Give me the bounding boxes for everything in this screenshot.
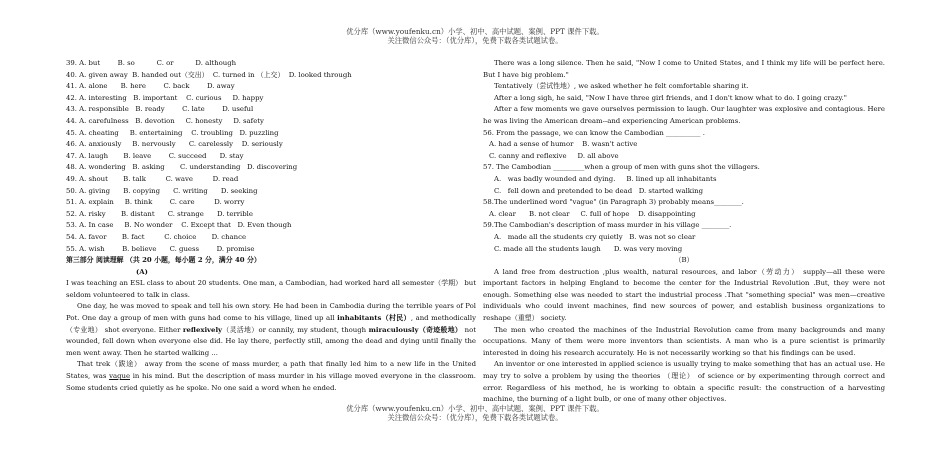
passage-a-para-4: There was a long silence. Then he said, "Now I come to United States, and I think my life will be perfect here. But I have big problem." (483, 59, 885, 79)
cloze-option-line: 44. A. carefulness B. devotion C. honesty D. safety (66, 116, 264, 125)
question-56-options-ab: A. had a sense of humor B. wasn't active (489, 140, 638, 149)
cloze-option-line: 41. A. alone B. here C. back D. away (66, 82, 235, 91)
question-57: 57. The Cambodian _________when a group of men with guns shot the villagers. (483, 163, 760, 172)
passage-b-para-3: An inventor or one interested in applied science is usually trying to make something that has an actual use. He may try to solve a problem by using the theories （理论） of science or by experimenting through correct and error. Regardless of his method, he is working to obtain a specific result: the construction of a harvesting machine, the burning of a light bulb, or one of many other objectives. (483, 360, 885, 404)
cloze-option-line: 40. A. given away B. handed out（交出） C. turned in （上交） D. looked through (66, 70, 352, 79)
question-58-options: A. clear B. not clear C. full of hope D. disappointing (489, 209, 696, 218)
question-57-options-ab: A. was badly wounded and dying. B. lined up all inhabitants (494, 174, 717, 183)
passage-b-para-2: The men who created the machines of the Industrial Revolution came from many backgrounds and many occupations. Many of them were more inventors than scientists. A man who is a pure scientist is primarily interested in doing his research accurately. He is not necessarily working so that his findings can be used. (483, 325, 885, 357)
passage-a-para-7: After a few moments we gave ourselves permission to laugh. Our laughter was explosive and contagious. Here he was living the American dream--and experiencing American problems. (483, 105, 885, 125)
passage-a-para-2: One day, he was moved to speak and tell his own story. He had been in Cambodia during the terrible years of Pol Pot. One day a group of men with guns had come to his village, lined up all inhabitants（村民）, and methodically（专业地） shot everyone. Either reflexively（灵活地）or cannily, my student, though miraculously（奇迹般地） not wounded, fell down when everyone else did. He lay there, perfectly still, among the dead and dying until finally the men went away. Then he started walking ... (66, 302, 477, 357)
passage-b-para-1: A land free from destruction ,plus wealth, natural resources, and labor（劳动力） supply—all these were important factors in helping England to become the center for the Industrial Revolution .But, they were not enough. Something else was needed to start the industrial process .That "something special" was men—creative individuals who could invent machines, find new sources of power, and establish business organizations to reshape（重塑） society. (483, 267, 885, 323)
footer-line-1: 优分库（www.youfenku.cn）小学、初中、高中试题、案例、PPT 课件下载。 (346, 404, 604, 413)
page-footer (0, 404, 950, 422)
cloze-option-line: 45. A. cheating B. entertaining C. troubling D. puzzling (66, 128, 279, 137)
cloze-option-line: 39. A. but B. so C. or D. although (66, 59, 237, 67)
left-column (66, 58, 476, 394)
page-header (0, 27, 950, 45)
footer-line-2: 关注微信公众号：（优分库），免费下载各类试题试卷。 (387, 413, 563, 422)
question-59-options-ab: A. made all the students cry quietly B. was not so clear (494, 232, 696, 241)
cloze-option-line: 49. A. shout B. talk C. wave D. read (66, 174, 239, 183)
cloze-option-line: 46. A. anxiously B. nervously C. carelessly D. seriously (66, 140, 283, 149)
passage-a-para-1: I was teaching an ESL class to about 20 students. One man, a Cambodian, had worked hard all semester（学期） but seldom volunteered to talk in class. (66, 279, 476, 299)
cloze-option-line: 54. A. favor B. fact C. choice D. chance (66, 232, 247, 241)
word-inhabitants: inhabitants（村民） (337, 314, 411, 323)
cloze-option-line: 55. A. wish B. believe C. guess D. promise (66, 244, 255, 253)
word-vague: vague (109, 372, 131, 381)
passage-b-label: （B） (674, 256, 694, 265)
question-59: 59.The Cambodian's description of mass murder in his village ________. (483, 221, 732, 230)
cloze-options-list (66, 58, 476, 255)
cloze-option-line: 43. A. responsible B. ready C. late D. useful (66, 105, 254, 114)
question-57-options-cd: C. fell down and pretended to be dead D. started walking (494, 186, 704, 195)
question-59-options-cd: C. made all the students laugh D. was very moving (494, 244, 683, 253)
cloze-option-line: 51. A. explain B. think C. care D. worry (66, 198, 245, 207)
cloze-option-line: 52. A. risky B. distant C. strange D. terrible (66, 209, 253, 218)
cloze-option-line: 42. A. interesting B. important C. curious D. happy (66, 93, 264, 102)
passage-a-para-6: After a long sigh, he said, "Now I have three girl friends, and I don't know what to do. I going crazy." (494, 93, 847, 102)
question-56-options-cd: C. canny and reflexive D. all above (489, 151, 619, 160)
question-56: 56. From the passage, we can know the Cambodian __________ . (483, 128, 705, 137)
word-reflexively: reflexively (182, 325, 223, 334)
cloze-option-line: 47. A. laugh B. leave C. succeed D. stay (66, 151, 244, 160)
right-column (483, 58, 885, 406)
section-title: 第三部分 阅读理解 （共 20 小题，每小题 2 分，满分 40 分） (66, 256, 261, 265)
passage-a-para-5: Tentatively（尝试性地）, we asked whether he felt comfortable sharing it. (494, 82, 749, 91)
cloze-option-line: 48. A. wondering B. asking C. understanding D. discovering (66, 163, 298, 172)
passage-a-label: (A) (136, 267, 148, 276)
cloze-option-line: 50. A. giving B. copying C. writing D. seeking (66, 186, 258, 195)
cloze-option-line: 53. A. In case B. No wonder C. Except that D. Even though (66, 221, 292, 230)
header-line-1: 优分库（www.youfenku.cn）小学、初中、高中试题、案例、PPT 课件下载。 (346, 27, 604, 36)
word-miraculously: miraculously（奇迹般地） (368, 325, 463, 334)
header-line-2: 关注微信公众号：（优分库），免费下载各类试题试卷。 (387, 36, 563, 45)
passage-a-para-3: That trek（跋途） away from the scene of mass murder, a path that finally led him to a new life in the United States, was vague in his mind. But the description of mass murder in his village moved everyone in the classroom. Some students cried quietly as he spoke. No one said a word when he ended. (66, 360, 476, 392)
question-58: 58.The underlined word "vague" (in Paragraph 3) probably means________. (483, 198, 744, 207)
